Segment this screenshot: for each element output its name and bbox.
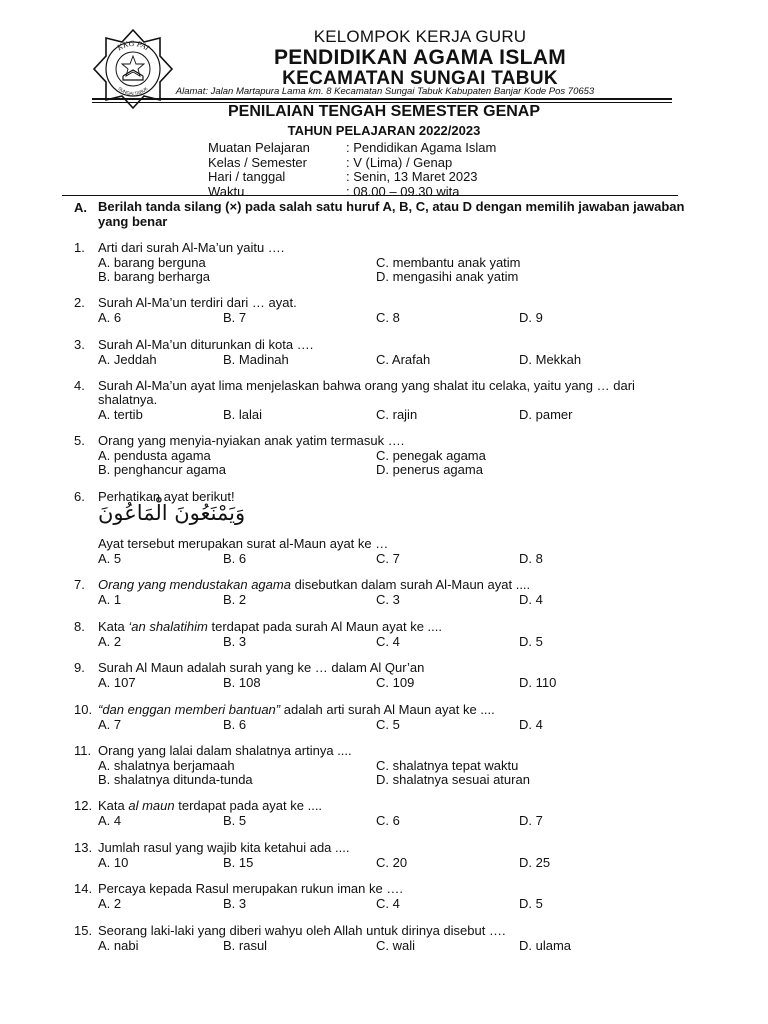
option-d[interactable]: D. 25: [519, 854, 551, 870]
option-b[interactable]: B. barang berharga: [98, 269, 211, 284]
option-c[interactable]: C. wali: [376, 937, 416, 953]
info-label: Hari / tanggal: [208, 169, 286, 184]
question-text-rest: adalah arti surah Al Maun ayat ke ....: [280, 702, 495, 717]
option-b[interactable]: B. shalatnya ditunda-tunda: [98, 772, 253, 787]
option-d[interactable]: D. mengasihi anak yatim: [376, 269, 519, 284]
exam-year: TAHUN PELAJARAN 2022/2023: [287, 123, 481, 138]
question-text: [98, 799, 698, 813]
option-c[interactable]: C. 20: [376, 854, 408, 870]
option-b[interactable]: B. rasul: [223, 937, 268, 953]
question-number: 6.: [74, 489, 85, 504]
question-number: 11.: [74, 743, 92, 758]
question-number: 2.: [74, 295, 85, 310]
option-c[interactable]: C. shalatnya tepat waktu: [376, 757, 519, 773]
letterhead-line-1: KELOMPOK KERJA GURU: [313, 27, 527, 46]
question-number: 4.: [74, 378, 85, 393]
question-text: Orang yang lalai dalam shalatnya artinya ....: [98, 743, 352, 758]
option-a[interactable]: A. 5: [98, 550, 122, 566]
question-number: 7.: [74, 577, 85, 592]
option-c[interactable]: C. 8: [376, 309, 400, 325]
italic-phrase: Orang yang mendustakan agama: [98, 577, 291, 592]
question-text: Surah Al-Ma’un terdiri dari … ayat.: [98, 295, 297, 310]
exam-title: PENILAIAN TENGAH SEMESTER GENAP: [227, 103, 541, 120]
question-text: Jumlah rasul yang wajib kita ketahui ada ....: [98, 840, 350, 855]
option-a[interactable]: A. 10: [98, 854, 129, 870]
question-text: Surah Al Maun adalah surah yang ke … dalam Al Qur’an: [98, 660, 425, 675]
option-a[interactable]: A. 4: [98, 812, 122, 828]
option-d[interactable]: D. penerus agama: [376, 462, 483, 477]
option-b[interactable]: B. 15: [223, 854, 254, 870]
question-text-rest: disebutkan dalam surah Al-Maun ayat ....: [290, 577, 531, 592]
option-b[interactable]: B. 3: [223, 633, 247, 649]
section-instruction: Berilah tanda silang (×) pada salah satu huruf A, B, C, atau D dengan memilih jawaban jawaban yang benar: [98, 199, 685, 229]
info-value: : Pendidikan Agama Islam: [346, 140, 497, 155]
option-a[interactable]: A. 7: [98, 716, 122, 732]
option-d[interactable]: D. Mekkah: [519, 351, 582, 367]
option-b[interactable]: B. 2: [223, 591, 247, 607]
option-c[interactable]: C. 3: [376, 591, 400, 607]
italic-phrase: al maun: [128, 798, 175, 813]
option-d[interactable]: D. pamer: [519, 407, 573, 422]
question-number: 12.: [74, 798, 93, 813]
option-a[interactable]: A. 107: [98, 674, 136, 690]
question-number: 9.: [74, 660, 85, 675]
option-c[interactable]: C. Arafah: [376, 351, 431, 367]
info-value: : 08.00 – 09.30 wita: [346, 183, 460, 199]
question-text-rest: terdapat pada surah Al Maun ayat ke ....: [207, 619, 443, 634]
option-d[interactable]: D. 4: [519, 591, 543, 607]
question-number: 13.: [74, 840, 93, 855]
question-text: Seorang laki-laki yang diberi wahyu oleh Allah untuk dirinya disebut ….: [98, 923, 506, 938]
question-text-pre: Kata: [98, 798, 129, 813]
option-a[interactable]: A. 1: [98, 591, 122, 607]
option-c[interactable]: C. 7: [376, 550, 400, 566]
question-number: 1.: [74, 240, 85, 255]
option-d[interactable]: D. 8: [519, 550, 543, 566]
question-text: [98, 578, 698, 592]
option-a[interactable]: A. 2: [98, 895, 122, 911]
option-a[interactable]: A. shalatnya berjamaah: [98, 757, 235, 773]
info-row: [208, 155, 608, 170]
option-b[interactable]: B. 3: [223, 895, 247, 911]
letterhead-line-2: PENDIDIKAN AGAMA ISLAM: [273, 46, 567, 69]
svg-text:KKG PAI: KKG PAI: [115, 38, 151, 53]
question-number: 5.: [74, 433, 85, 448]
info-row: [208, 169, 608, 184]
question-number: 15.: [74, 923, 93, 938]
question-text: Arti dari surah Al-Ma’un yaitu ….: [98, 240, 285, 255]
option-d[interactable]: D. 5: [519, 633, 543, 649]
exam-info-table: [208, 140, 608, 198]
option-b[interactable]: B. penghancur agama: [98, 462, 226, 477]
option-a[interactable]: A. pendusta agama: [98, 447, 211, 463]
info-value: : V (Lima) / Genap: [346, 154, 453, 170]
option-c[interactable]: C. 109: [376, 674, 415, 690]
question-text: Orang yang menyia-nyiakan anak yatim termasuk ….: [98, 433, 405, 448]
question-number: 14.: [74, 881, 93, 896]
option-b[interactable]: B. 108: [223, 674, 261, 690]
option-a[interactable]: A. 6: [98, 309, 122, 325]
question-number: 10.: [74, 702, 93, 717]
option-c[interactable]: C. 5: [376, 716, 400, 732]
info-label: Muatan Pelajaran: [208, 140, 310, 155]
info-label: Kelas / Semester: [208, 154, 307, 170]
italic-phrase: ‘an shalatihim: [128, 619, 208, 634]
question-text-followup: Ayat tersebut merupakan surat al-Maun ayat ke …: [98, 536, 389, 551]
italic-phrase: “dan enggan memberi bantuan”: [98, 702, 281, 717]
letterhead-address: Alamat: Jalan Martapura Lama km. 8 Kecamatan Sungai Tabuk Kabupaten Banjar Kode Pos 70653: [175, 86, 595, 97]
option-d[interactable]: D. 110: [519, 674, 557, 690]
info-label: Waktu: [208, 183, 245, 199]
option-d[interactable]: D. 7: [519, 812, 543, 828]
section-letter: A.: [74, 200, 87, 215]
option-d[interactable]: D. 4: [519, 716, 543, 732]
question-text: [98, 703, 698, 717]
info-value: : Senin, 13 Maret 2023: [346, 169, 478, 184]
option-a[interactable]: A. Jeddah: [98, 351, 157, 367]
option-c[interactable]: C. penegak agama: [376, 447, 486, 463]
question-text: Percaya kepada Rasul merupakan rukun iman ke ….: [98, 881, 403, 896]
letterhead-rule-thick: [92, 98, 672, 100]
option-d[interactable]: D. shalatnya sesuai aturan: [376, 772, 530, 787]
option-d[interactable]: D. 9: [519, 309, 543, 325]
question-text: Surah Al-Ma’un ayat lima menjelaskan bahwa orang yang shalat itu celaka, yaitu yang … dari shalatnya.: [98, 378, 635, 408]
info-row: [208, 140, 608, 155]
option-c[interactable]: C. 4: [376, 633, 400, 649]
option-a[interactable]: A. 2: [98, 633, 122, 649]
option-b[interactable]: B. 7: [223, 309, 247, 325]
option-c[interactable]: C. membantu anak yatim: [376, 254, 521, 270]
option-a[interactable]: A. nabi: [98, 937, 139, 953]
option-a[interactable]: A. barang berguna: [98, 254, 206, 270]
question-text: [98, 620, 698, 634]
option-d[interactable]: D. 5: [519, 895, 543, 911]
option-c[interactable]: C. 4: [376, 895, 400, 911]
letterhead-line-3: KECAMATAN SUNGAI TABUK: [282, 68, 558, 89]
question-text-rest: terdapat pada ayat ke ....: [174, 798, 323, 813]
option-a[interactable]: A. tertib: [98, 407, 143, 422]
option-b[interactable]: B. lalai: [223, 407, 263, 422]
info-divider: [62, 195, 678, 196]
option-b[interactable]: B. 6: [223, 550, 247, 566]
question-number: 8.: [74, 619, 85, 634]
arabic-verse: وَيَمْنَعُونَ الْمَاعُونَ: [98, 501, 246, 525]
option-b[interactable]: B. 5: [223, 812, 247, 828]
svg-text:SUNGAI TABUK: SUNGAI TABUK: [117, 85, 149, 97]
option-b[interactable]: B. 6: [223, 716, 247, 732]
option-c[interactable]: C. 6: [376, 812, 400, 828]
question-text-pre: Kata: [98, 619, 129, 634]
option-b[interactable]: B. Madinah: [223, 351, 289, 367]
option-c[interactable]: C. rajin: [376, 407, 418, 422]
option-d[interactable]: D. ulama: [519, 937, 572, 953]
question-number: 3.: [74, 337, 85, 352]
question-text: Perhatikan ayat berikut!: [98, 489, 235, 504]
question-text: Surah Al-Ma’un diturunkan di kota ….: [98, 337, 314, 352]
